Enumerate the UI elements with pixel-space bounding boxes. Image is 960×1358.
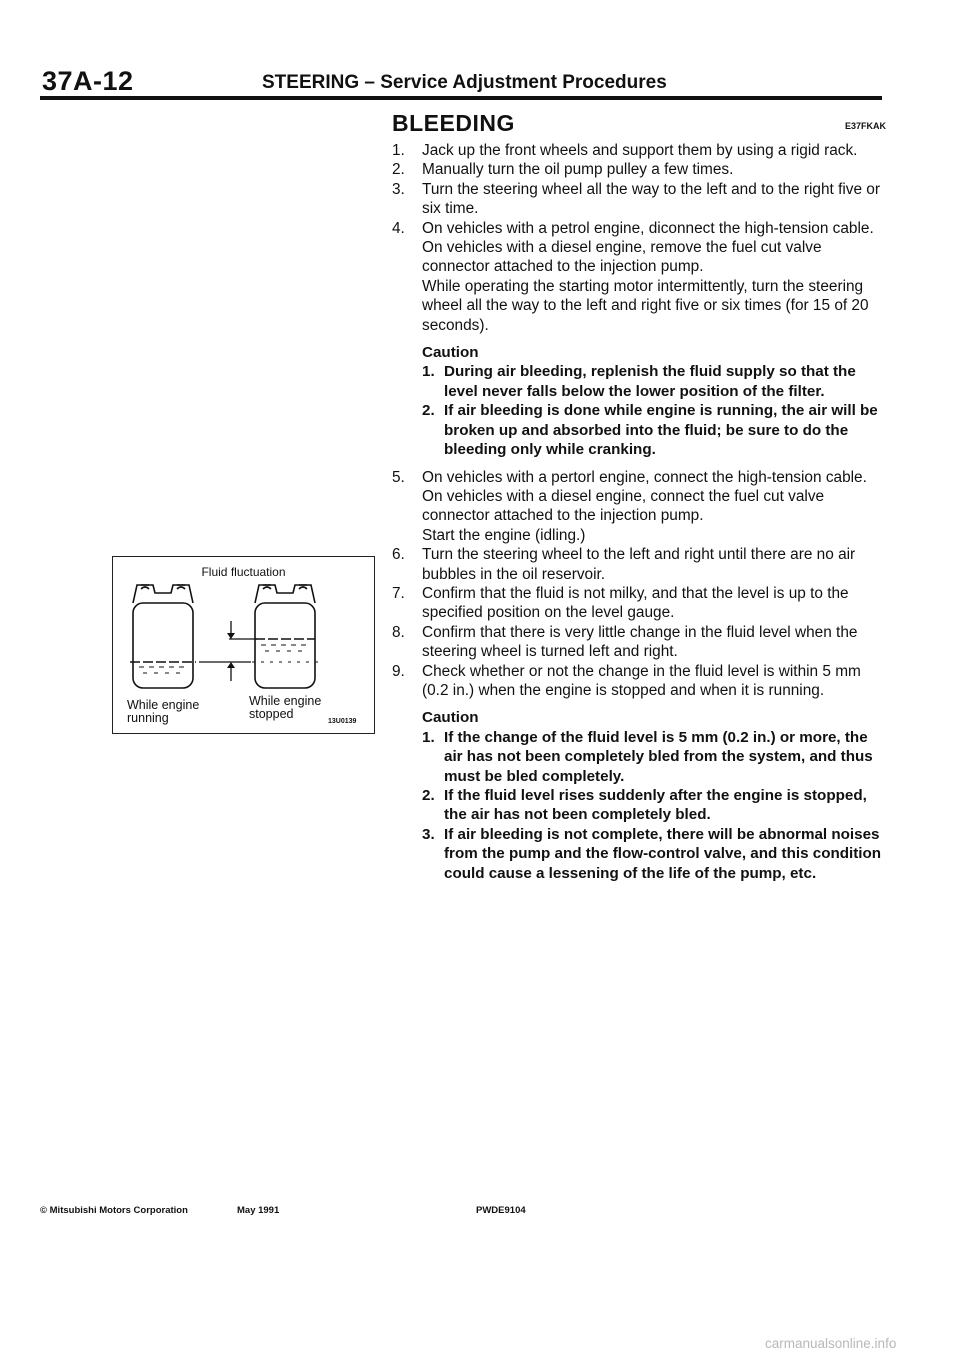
footer-doc-code: PWDE9104 [476, 1205, 526, 1216]
step-item [392, 219, 882, 335]
caution-title: Caution [422, 709, 479, 727]
step-text-continued: While operating the starting motor intermittently, turn the steering wheel all the way to the left and right five or six times (for 15 of 20 seconds). [422, 277, 869, 334]
step-text: Turn the steering wheel all the way to the left and to the right five or six time. [422, 180, 880, 218]
step-item [392, 584, 882, 623]
caution-item [422, 825, 882, 883]
step-text: Jack up the front wheels and support them by using a rigid rack. [422, 142, 858, 159]
caution-item [422, 401, 882, 459]
reservoir-running-illustration [130, 585, 196, 688]
step-number: 7. [392, 584, 405, 602]
level-difference-arrows [199, 621, 257, 681]
fluid-fluctuation-figure [112, 556, 375, 734]
caution-number: 1. [422, 728, 435, 746]
step-text: Check whether or not the change in the fluid level is within 5 mm (0.2 in.) when the engine is stopped and when it is running. [422, 662, 861, 699]
step-number: 8. [392, 623, 405, 641]
step-item [392, 662, 882, 701]
step-number: 5. [392, 468, 405, 486]
label-engine-running: While engine running [127, 698, 200, 725]
caution-title: Caution [422, 344, 479, 362]
footer-copyright: © Mitsubishi Motors Corporation [40, 1205, 188, 1216]
step-item [392, 141, 882, 160]
section-code: E37FKAK [845, 121, 887, 131]
step-text: Confirm that there is very little change in the fluid level when the steering wheel is turned left and right. [422, 623, 858, 661]
caution-text: During air bleeding, replenish the fluid supply so that the level never falls below the lower position of the filter. [444, 363, 856, 400]
step-item [392, 623, 882, 662]
caution-text: If the fluid level rises suddenly after the engine is stopped, the air has not been completely bled. [444, 787, 867, 824]
label-engine-stopped: While engine stopped [249, 694, 322, 721]
site-watermark: carmanualsonline.info [765, 1336, 897, 1351]
step-number: 6. [392, 546, 405, 564]
footer-date: May 1991 [237, 1205, 280, 1216]
figure-code: 13U0139 [328, 718, 357, 725]
step-text: Confirm that the fluid is not milky, and that the level is up to the specified position on the level gauge. [422, 584, 849, 622]
page-header-title: STEERING – Service Adjustment Procedures [262, 72, 667, 93]
caution-block [392, 708, 882, 883]
step-number: 9. [392, 662, 405, 680]
step-number: 1. [392, 142, 405, 159]
page-number: 37A-12 [42, 66, 134, 96]
step-number: 3. [392, 180, 405, 198]
caution-number: 1. [422, 363, 435, 381]
caution-block [392, 343, 882, 459]
section-title: BLEEDING [392, 110, 515, 136]
step-item [392, 180, 882, 219]
caution-item [422, 728, 882, 786]
reservoir-stopped-illustration [252, 585, 318, 688]
caution-item [422, 362, 882, 401]
caution-text: If air bleeding is not complete, there will be abnormal noises from the pump and the flow-control valve, and this condition could cause a lessening of the life of the pump, etc. [444, 825, 882, 882]
step-text: On vehicles with a petrol engine, diconnect the high-tension cable. On vehicles with a diesel engine, remove the fuel cut valve connector attached to the injection pump. [422, 219, 874, 276]
procedure-content [392, 141, 882, 883]
step-number: 4. [392, 219, 405, 237]
caution-number: 2. [422, 402, 435, 420]
step-number: 2. [392, 161, 405, 179]
step-text: Manually turn the oil pump pulley a few times. [422, 161, 734, 179]
step-item [392, 468, 882, 546]
caution-text: If air bleeding is done while engine is running, the air will be broken up and absorbed into the fluid; be sure to do the bleeding only while cranking. [444, 402, 878, 459]
caution-number: 3. [422, 825, 435, 843]
step-item [392, 160, 882, 179]
step-text: On vehicles with a pertorl engine, connect the high-tension cable. On vehicles with a diesel engine, connect the fuel cut valve connector attached to the injection pump. [422, 468, 867, 525]
figure-title: Fluid fluctuation [201, 565, 286, 579]
step-item [392, 545, 882, 584]
caution-number: 2. [422, 787, 435, 804]
step-text-continued: Start the engine (idling.) [422, 526, 586, 544]
caution-item [422, 786, 882, 825]
header-rule [40, 96, 882, 100]
step-text: Turn the steering wheel to the left and right until there are no air bubbles in the oil reservoir. [422, 546, 856, 583]
caution-text: If the change of the fluid level is 5 mm (0.2 in.) or more, the air has not been completely bled from the system, and thus must be bled completely. [444, 728, 873, 785]
